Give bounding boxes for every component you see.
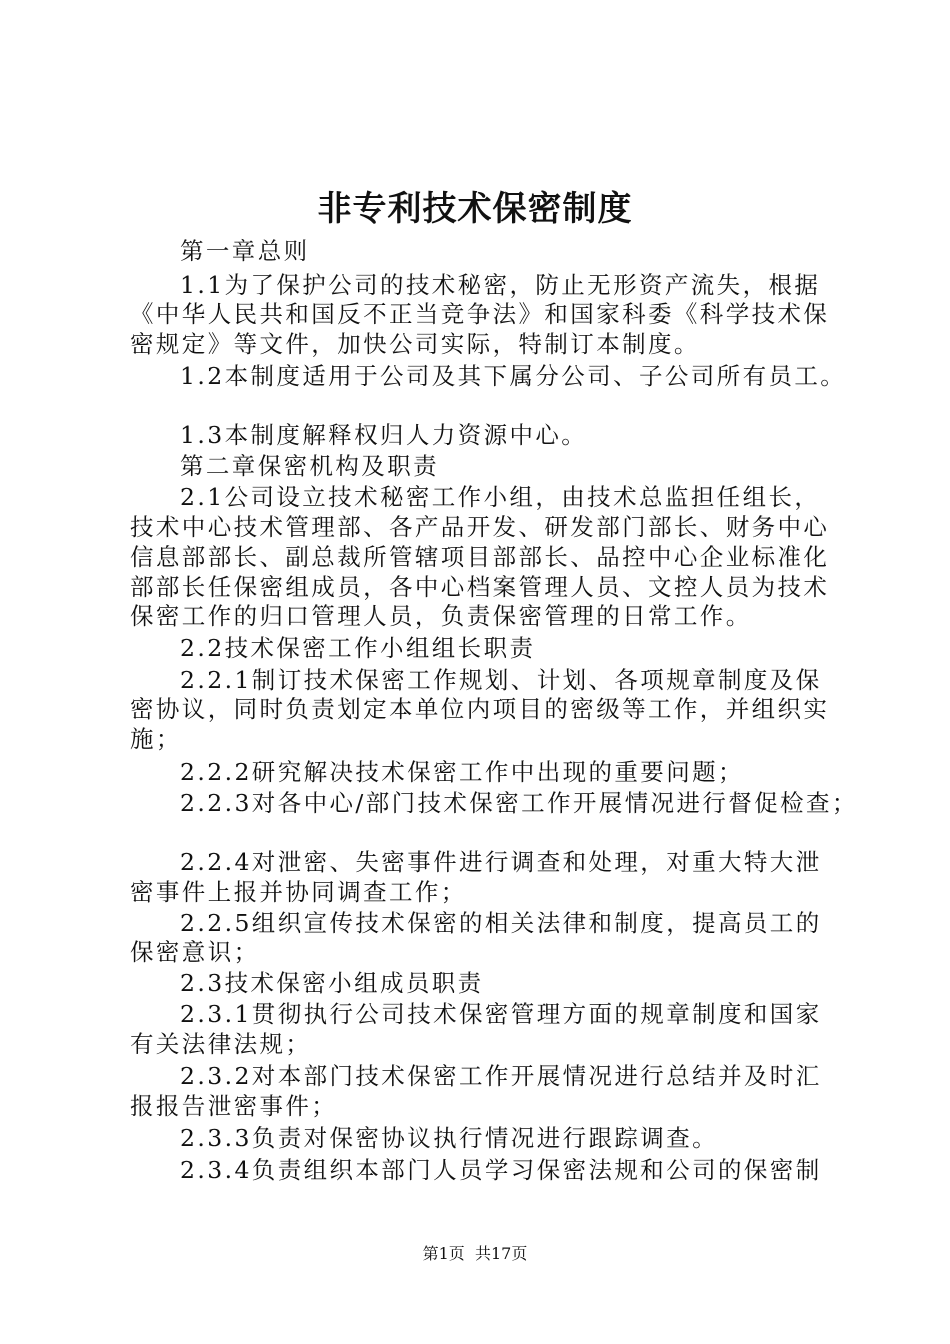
paragraph-line: 有关法律法规；	[130, 1030, 312, 1058]
paragraph-line: 保密工作的归口管理人员，负责保密管理的日常工作。	[130, 602, 752, 630]
paragraph-line: 技术中心技术管理部、各产品开发、研发部门部长、财务中心	[130, 513, 830, 541]
paragraph-line: 密协议，同时负责划定本单位内项目的密级等工作，并组织实	[130, 695, 830, 723]
paragraph-line: 1.2本制度适用于公司及其下属分公司、子公司所有员工。	[180, 362, 847, 390]
paragraph-line: 2.3.1贯彻执行公司技术保密管理方面的规章制度和国家	[180, 1000, 822, 1028]
paragraph-line: 施；	[130, 725, 182, 753]
paragraph-line: 密事件上报并协同调查工作；	[130, 878, 467, 906]
paragraph-line: 2.3.2对本部门技术保密工作开展情况进行总结并及时汇	[180, 1062, 822, 1090]
paragraph-line: 《中华人民共和国反不正当竞争法》和国家科委《科学技术保	[130, 300, 830, 328]
paragraph-line: 部部长任保密组成员，各中心档案管理人员、文控人员为技术	[130, 573, 830, 601]
paragraph-line: 2.2.4对泄密、失密事件进行调查和处理，对重大特大泄	[180, 848, 822, 876]
section-heading: 2.3技术保密小组成员职责	[180, 969, 484, 997]
paragraph-line: 报报告泄密事件；	[130, 1092, 338, 1120]
paragraph-line: 2.3.4负责组织本部门人员学习保密法规和公司的保密制	[180, 1156, 822, 1184]
paragraph-line: 1.3本制度解释权归人力资源中心。	[180, 421, 588, 449]
page-number: 第1页	[422, 1244, 465, 1263]
paragraph-line: 1.1为了保护公司的技术秘密，防止无形资产流失，根据	[180, 271, 821, 299]
document-title: 非专利技术保密制度	[317, 189, 633, 229]
page-total: 共17页	[474, 1244, 528, 1263]
chapter-heading: 第二章保密机构及职责	[180, 452, 439, 480]
paragraph-line: 2.2.5组织宣传技术保密的相关法律和制度，提高员工的	[180, 909, 822, 937]
paragraph-line: 2.2.2研究解决技术保密工作中出现的重要问题；	[180, 758, 744, 786]
paragraph-line: 2.1公司设立技术秘密工作小组，由技术总监担任组长，	[180, 483, 821, 511]
paragraph-line: 密规定》等文件，加快公司实际，特制订本制度。	[130, 330, 700, 358]
chapter-heading: 第一章总则	[180, 237, 310, 265]
paragraph-line: 2.2.3对各中心/部门技术保密工作开展情况进行督促检查；	[180, 789, 858, 817]
page-footer	[0, 1243, 950, 1265]
paragraph-line: 信息部部长、副总裁所管辖项目部部长、品控中心企业标准化	[130, 543, 830, 571]
paragraph-line: 2.3.3负责对保密协议执行情况进行跟踪调查。	[180, 1124, 718, 1152]
paragraph-line: 2.2.1制订技术保密工作规划、计划、各项规章制度及保	[180, 666, 822, 694]
paragraph-line: 保密意识；	[130, 938, 260, 966]
section-heading: 2.2技术保密工作小组组长职责	[180, 634, 536, 662]
